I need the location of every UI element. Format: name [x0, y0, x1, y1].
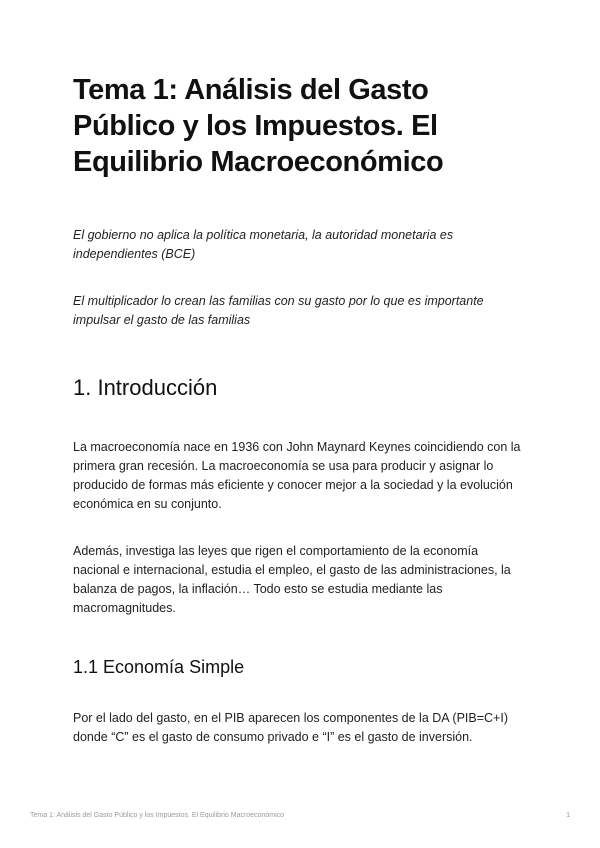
- footer-title: Tema 1: Análisis del Gasto Público y los Impuestos. El Equilibrio Macroeconómico: [30, 812, 285, 819]
- italic-note: El multiplicador lo crean las familias con su gasto por lo que es importante impulsar el gasto de las familias: [73, 294, 484, 327]
- page-title: Tema 1: Análisis del Gasto Público y los Impuestos. El Equilibrio Macroeconómico: [73, 74, 444, 178]
- italic-note: El gobierno no aplica la política monetaria, la autoridad monetaria es independientes (BCE): [73, 228, 454, 261]
- subsection-heading-economia-simple: 1.1 Economía Simple: [73, 657, 245, 677]
- body-paragraph: Por el lado del gasto, en el PIB aparecen los componentes de la DA (PIB=C+I) donde “C” es el gasto de consumo privado e “I” es el gasto de inversión.: [73, 711, 508, 744]
- footer-page-number: 1: [566, 812, 570, 819]
- page-content: [73, 72, 528, 747]
- body-paragraph: Además, investiga las leyes que rigen el comportamiento de la economía nacional e internacional, estudia el empleo, el gasto de las administraciones, la balanza de pagos, la inflación… Todo esto se estudia mediante las macromagnitudes.: [73, 544, 511, 615]
- body-paragraph: La macroeconomía nace en 1936 con John Maynard Keynes coincidiendo con la primera gran recesión. La macroeconomía se usa para producir y asignar lo producido de formas más eficiente y conocer mejor a la sociedad y la evolución económica en su conjunto.: [73, 440, 521, 511]
- section-heading-introduccion: 1. Introducción: [73, 375, 218, 400]
